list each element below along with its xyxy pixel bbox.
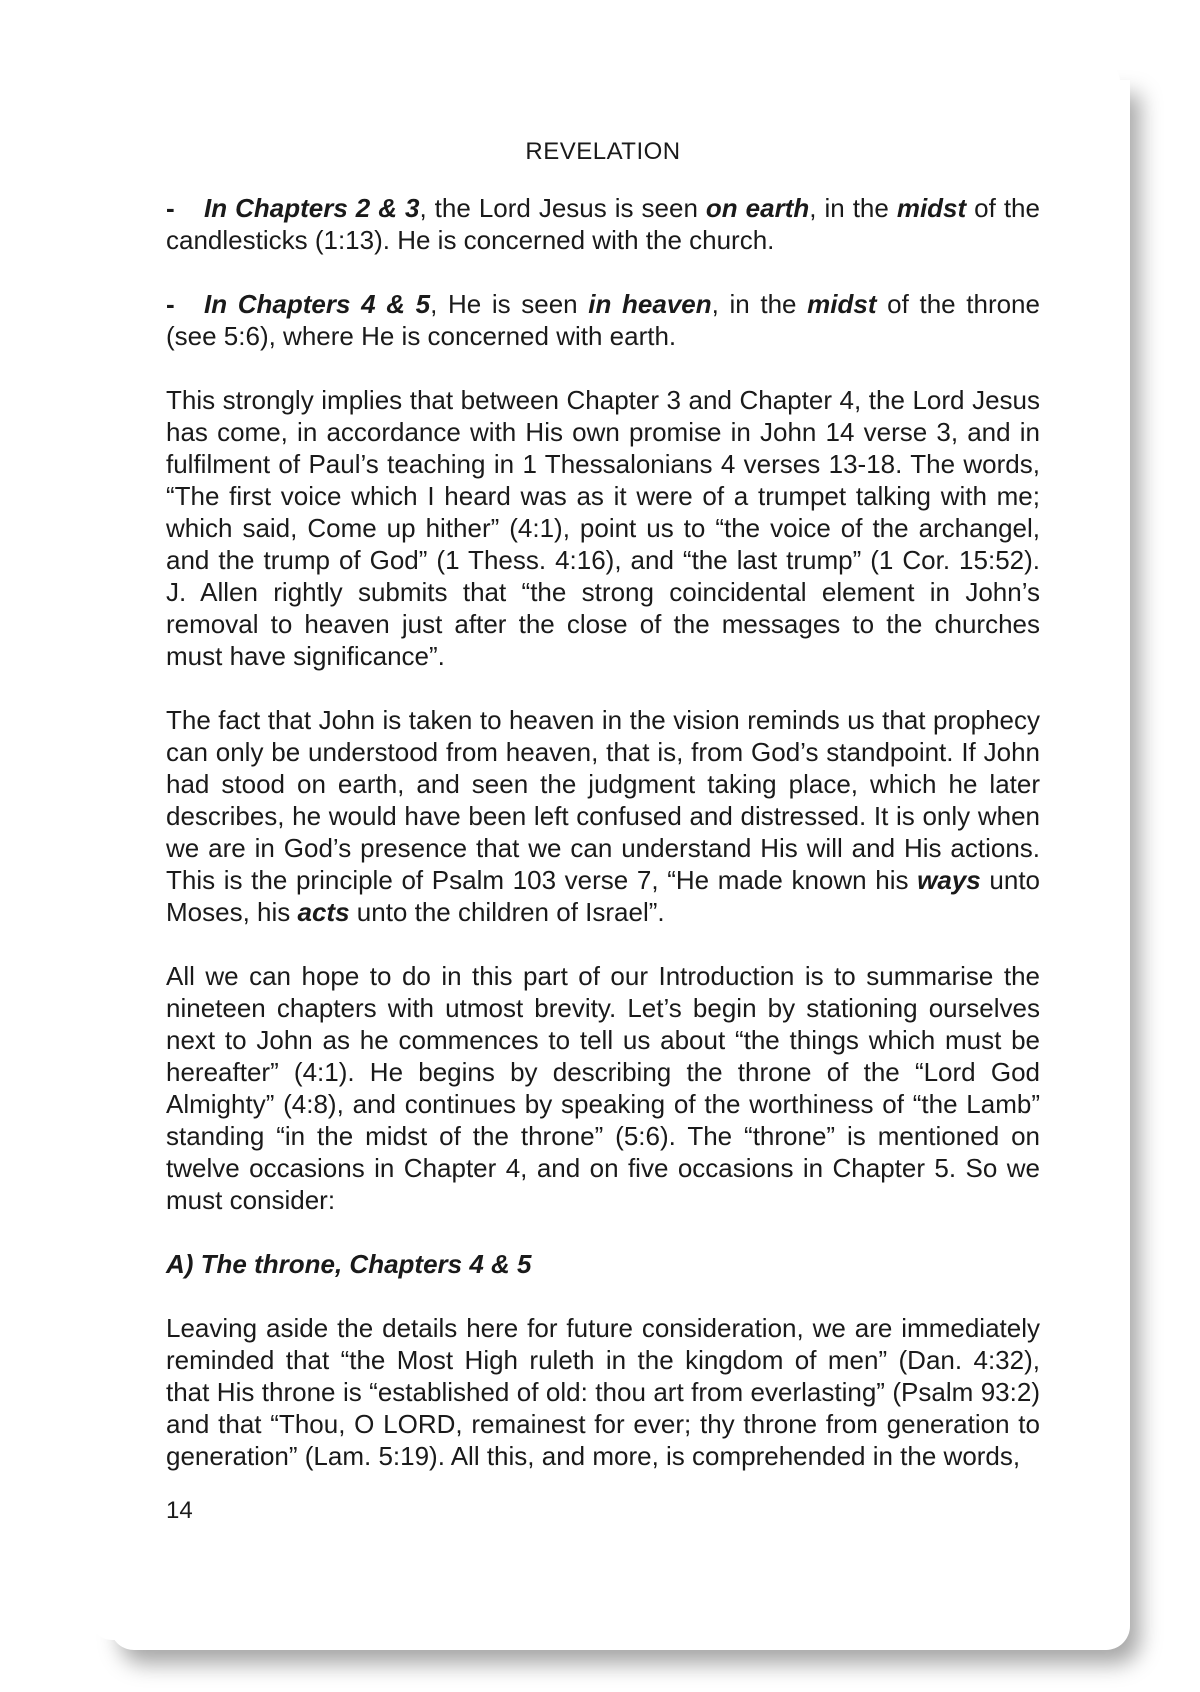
book-page (90, 60, 1120, 1640)
bullet-dash: - (166, 289, 175, 319)
bullet-text: of the throne (see 5:6), where He is concerned with earth. (166, 289, 1040, 351)
bullet-chapters-4-5 (166, 288, 1040, 352)
page-number: 14 (166, 1497, 193, 1524)
emphasis: on earth (705, 193, 810, 223)
paragraph-introduction: All we can hope to do in this part of our Introduction is to summarise the nineteen chapters with utmost brevity. Let’s begin by stationing ourselves next to John as he commences to tell us about “the things which must be hereafter” (4:1). He begins by describing the throne of the “Lord God Almighty” (4:8), and continues by speaking of the worthiness of “the Lamb” standing “in the midst of the throne” (5:6). The “throne” is mentioned on twelve occasions in Chapter 4, and on five occasions in Chapter 5. So we must consider: (166, 961, 1040, 1215)
emphasis: midst (896, 193, 967, 223)
paragraph-rapture: This strongly implies that between Chapter 3 and Chapter 4, the Lord Jesus has come, in accordance with His own promise in John 14 verse 3, and in fulfilment of Paul’s teaching in 1 Thessalonians 4 verses 13-18. The words, “The first voice which I heard was as it were of a trumpet talking with me; which said, Come up hither” (4:1), point us to “the voice of the archangel, and the trump of God” (1 Thess. 4:16), and “the last trump” (1 Cor. 15:52). J. Allen rightly submits that “the strong coincidental element in John’s removal to heaven just after the close of the messages to the churches must have significance”. (166, 385, 1040, 671)
bullet-text: , the Lord Jesus is seen (419, 193, 706, 223)
section-heading: A) The throne, Chapters 4 & 5 (166, 1249, 532, 1279)
emphasis: ways (917, 865, 981, 895)
bullet-lead: In Chapters 2 & 3 (204, 193, 420, 223)
bullet-text: , in the (809, 193, 897, 223)
bullet-text: of the candlesticks (1:13). He is concerned with the church. (166, 193, 1040, 255)
paragraph-text: The fact that John is taken to heaven in the vision reminds us that prophecy can only be understood from heaven, that is, from God’s standpoint. If John had stood on earth, and seen the judgment taking place, which he later describes, he would have been left confused and distressed. It is only when we are in God’s presence that we can understand His will and His actions. This is the principle of Psalm 103 verse 7, “He made known his (166, 705, 1040, 895)
bullet-text: , He is seen (430, 289, 589, 319)
emphasis: in heaven (588, 289, 712, 319)
paragraph-prophecy (166, 704, 1040, 928)
bullet-text: , in the (711, 289, 808, 319)
paragraph-text: unto Moses, his (166, 865, 1040, 927)
running-head: REVELATION (525, 138, 681, 165)
emphasis: midst (807, 289, 877, 319)
paragraph-text: unto the children of Israel”. (349, 897, 665, 927)
bullet-chapters-2-3 (166, 192, 1040, 256)
paragraph-throne: Leaving aside the details here for future consideration, we are immediately reminded that “the Most High ruleth in the kingdom of men” (Dan. 4:32), that His throne is “established of old: thou art from everlasting” (Psalm 93:2) and that “Thou, O LORD, remainest for ever; thy throne from generation to generation” (Lam. 5:19). All this, and more, is comprehended in the words, (166, 1313, 1040, 1471)
page-content (166, 136, 1040, 1472)
bullet-dash: - (166, 193, 175, 223)
bullet-lead: In Chapters 4 & 5 (204, 289, 431, 319)
emphasis: acts (297, 897, 350, 927)
